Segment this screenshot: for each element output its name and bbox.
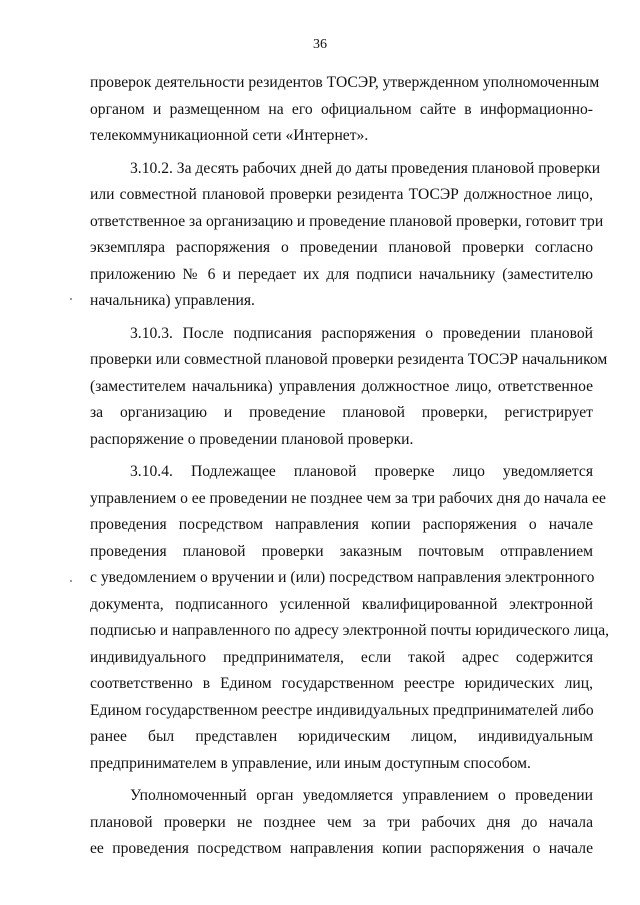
text-line: индивидуального предпринимателя, если такой адрес содержится: [90, 648, 593, 666]
scan-speck: [70, 580, 72, 582]
text-line: распоряжение о проведении плановой проверки.: [90, 430, 414, 448]
text-line: ответственное за организацию и проведение плановой проверки, готовит три: [90, 212, 604, 230]
text-line: или совместной плановой проверки резидента ТОСЭР должностное лицо,: [90, 186, 593, 203]
text-line: телекоммуникационной сети «Интернет».: [90, 127, 369, 144]
text-line: ранее был представлен юридическим лицом, индивидуальным: [90, 728, 593, 745]
paragraph-continuation: [90, 70, 600, 150]
page-number: 36: [313, 37, 327, 52]
text-line: проверки или совместной плановой проверки резидента ТОСЭР начальником: [90, 351, 608, 368]
text-line: предпринимателем в управление, или иным доступным способом.: [90, 754, 531, 772]
text-line: проведения посредством направления копии распоряжения о начале: [90, 516, 593, 533]
text-line: экземпляра распоряжения о проведении плановой проверки согласно: [90, 239, 593, 256]
text-line: Едином государственном реестре индивидуальных предпринимателей либо: [90, 701, 594, 719]
text-line: начальника) управления.: [90, 292, 255, 309]
text-line: 3.10.4. Подлежащее плановой проверке лицо уведомляется: [130, 463, 593, 480]
text-line: за организацию и проведение плановой проверки, регистрирует: [90, 404, 593, 421]
paragraph-3-10-4: [90, 459, 610, 777]
paragraph-3-10-2: [90, 156, 604, 315]
text-line: управлением о ее проведении не позднее чем за три рабочих дня до начала ее: [90, 489, 606, 507]
text-line: с уведомлением о вручении и (или) посредством направления электронного: [90, 569, 595, 586]
text-line: проверок деятельности резидентов ТОСЭР, утвержденном уполномоченным: [90, 74, 600, 91]
text-line: плановой проверки не позднее чем за три рабочих дня до начала: [90, 813, 593, 831]
text-line: ее проведения посредством направления копии распоряжения о начале: [90, 840, 593, 857]
text-line: проведения плановой проверки заказным почтовым отправлением: [90, 542, 593, 560]
text-line: подписью и направленного по адресу электронной почты юридического лица,: [90, 622, 610, 639]
text-line: органом и размещенном на его официальном сайте в информационно-: [90, 100, 593, 118]
text-line: 3.10.2. За десять рабочих дней до даты проведения плановой проверки: [130, 159, 601, 177]
scan-speck: [70, 298, 72, 300]
paragraph-authorized-body: [90, 783, 593, 863]
text-line: документа, подписанного усиленной квалифицированной электронной: [90, 595, 593, 613]
paragraph-3-10-3: [90, 321, 608, 454]
text-line: приложению № 6 и передает их для подписи начальнику (заместителю: [90, 265, 593, 283]
text-line: 3.10.3. После подписания распоряжения о проведении плановой: [130, 324, 593, 342]
text-line: Уполномоченный орган уведомляется управлением о проведении: [130, 787, 593, 804]
text-line: соответственно в Едином государственном реестре юридических лиц,: [90, 675, 593, 692]
text-line: (заместителем начальника) управления должностное лицо, ответственное: [90, 377, 593, 395]
document-body: [90, 70, 610, 863]
